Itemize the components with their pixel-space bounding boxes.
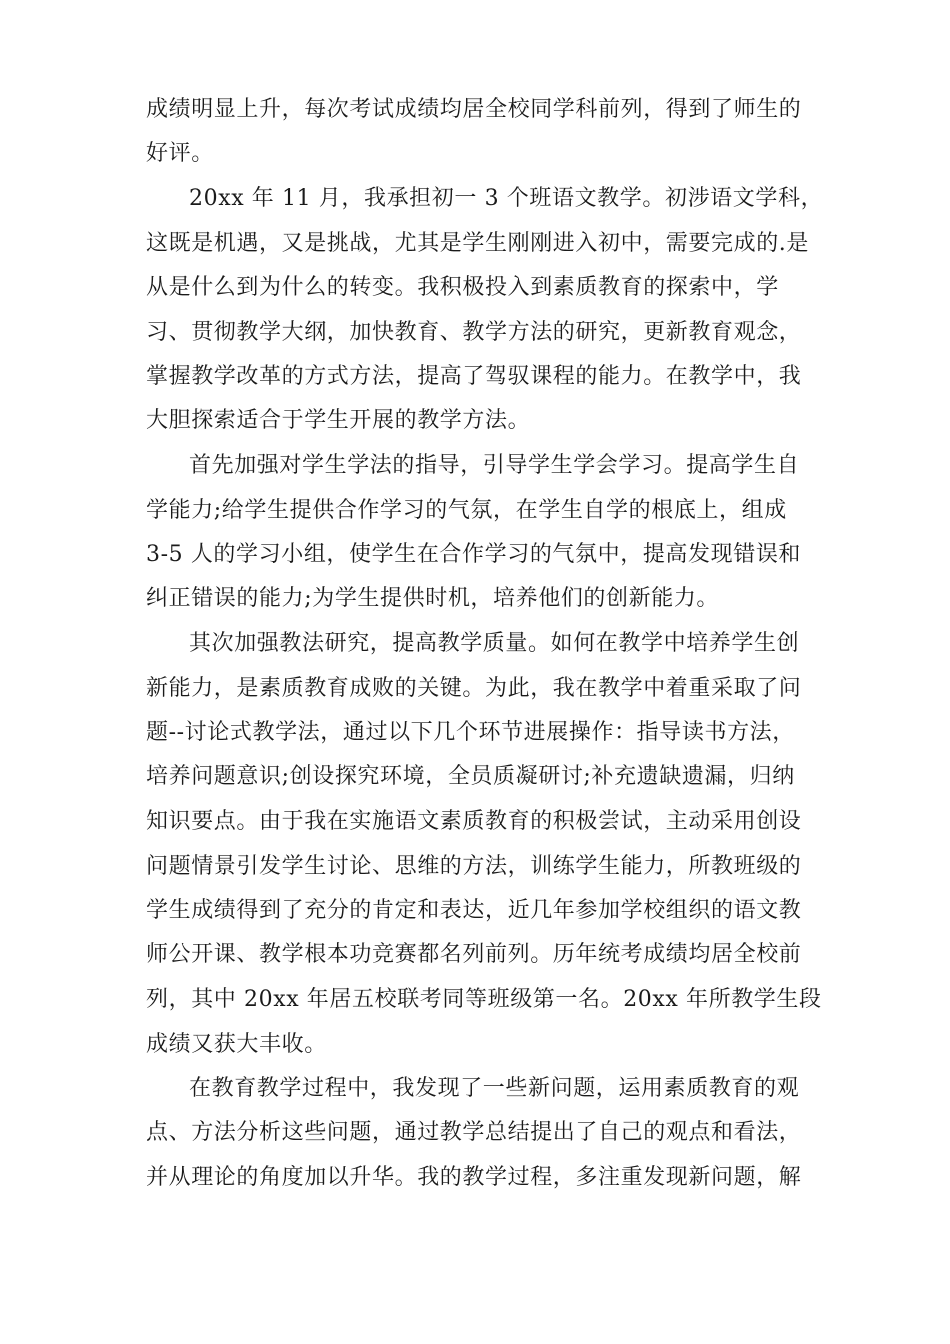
text-line: 这既是机遇，又是挑战，尤其是学生刚刚进入初中，需要完成的.是 [146, 231, 809, 256]
paragraph-start-line: 在教育教学过程中，我发现了一些新问题，运用素质教育的观 [189, 1076, 800, 1101]
text-line: 题--讨论式教学法，通过以下几个环节进展操作：指导读书方法， [146, 720, 795, 745]
text-line: 知识要点。由于我在实施语文素质教育的积极尝试，主动采用创设 [146, 809, 802, 834]
text-line: 成绩又获大丰收。 [146, 1032, 327, 1057]
text-line: 好评。 [146, 141, 214, 166]
text-line: 列，其中 20xx 年居五校联考同等班级第一名。20xx 年所教学生段 [146, 987, 822, 1012]
text-line: 大胆探索适合于学生开展的教学方法。 [146, 408, 531, 433]
paragraph-start-line: 其次加强教法研究，提高教学质量。如何在教学中培养学生创 [189, 631, 800, 656]
text-line: 学能力;给学生提供合作学习的气氛，在学生自学的根底上，组成 [146, 498, 787, 523]
text-line: 培养问题意识;创设探究环境，全员质凝研讨;补充遗缺遗漏，归纳 [146, 764, 795, 789]
text-line: 并从理论的角度加以升华。我的教学过程，多注重发现新问题，解 [146, 1165, 802, 1190]
text-line: 从是什么到为什么的转变。我积极投入到素质教育的探索中，学 [146, 275, 779, 300]
text-line: 问题情景引发学生讨论、思维的方法，训练学生能力，所教班级的 [146, 854, 802, 879]
text-line: 师公开课、教学根本功竞赛都名列前列。历年统考成绩均居全校前 [146, 942, 802, 967]
text-line: 3-5 人的学习小组，使学生在合作学习的气氛中，提高发现错误和 [146, 542, 802, 567]
paragraph-start-line: 首先加强对学生学法的指导，引导学生学会学习。提高学生自 [189, 453, 800, 478]
text-line: 掌握教学改革的方式方法，提高了驾驭课程的能力。在教学中，我 [146, 364, 802, 389]
text-line: 点、方法分析这些问题，通过教学总结提出了自己的观点和看法， [146, 1120, 802, 1145]
text-line: 习、贯彻教学大纲，加快教育、教学方法的研究，更新教育观念， [146, 320, 802, 345]
paragraph-start-line: 20xx 年 11 月，我承担初一 3 个班语文教学。初涉语文学科， [189, 186, 824, 211]
text-line: 成绩明显上升，每次考试成绩均居全校同学科前列，得到了师生的 [146, 97, 802, 122]
text-line: 纠正错误的能力;为学生提供时机，培养他们的创新能力。 [146, 586, 720, 611]
text-line: 新能力，是素质教育成败的关键。为此，我在教学中着重采取了问 [146, 676, 802, 701]
text-line: 学生成绩得到了充分的肯定和表达，近几年参加学校组织的语文教 [146, 898, 802, 923]
